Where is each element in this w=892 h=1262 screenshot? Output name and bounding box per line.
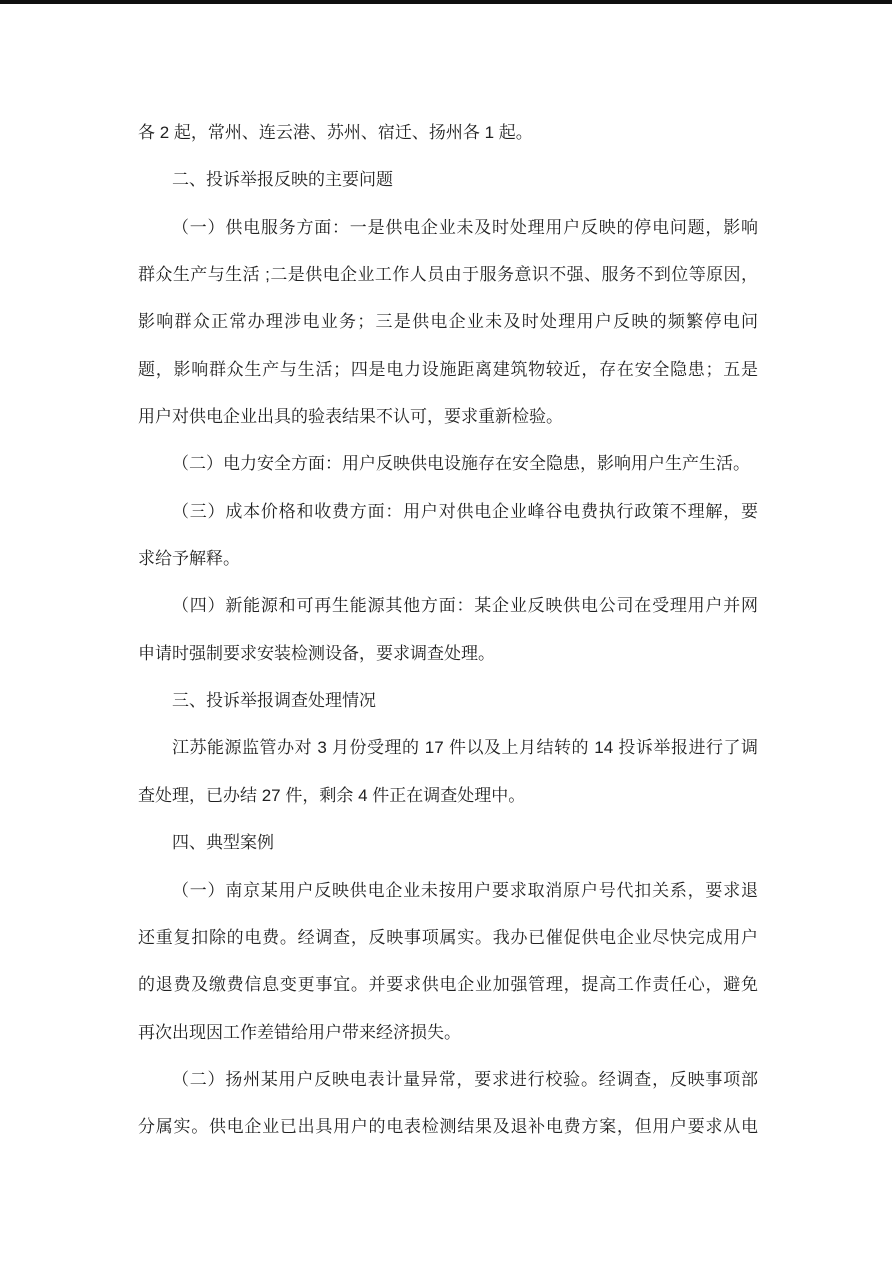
text-line: （二）电力安全方面：用户反映供电设施存在安全隐患，影响用户生产生活。 <box>172 454 750 474</box>
text-line: 群众生产与生活 ;二是供电企业工作人员由于服务意识不强、服务不到位等原因， <box>138 265 758 285</box>
text-line: 还重复扣除的电费。经调查，反映事项属实。我办已催促供电企业尽快完成用户 <box>138 927 758 947</box>
text-line: 查处理，已办结 27 件，剩余 4 件正在调查处理中。 <box>138 785 526 805</box>
section-heading: 三、投诉举报调查处理情况 <box>172 691 376 711</box>
text-line: （四）新能源和可再生能源其他方面：某企业反映供电公司在受理用户并网 <box>172 596 758 616</box>
text-line: （一）南京某用户反映供电企业未按用户要求取消原户号代扣关系，要求退 <box>172 880 758 900</box>
section-heading: 四、典型案例 <box>172 833 274 853</box>
document-page <box>138 109 758 1151</box>
text-line: 各 2 起，常州、连云港、苏州、宿迁、扬州各 1 起。 <box>138 123 533 142</box>
text-line: （一）供电服务方面：一是供电企业未及时处理用户反映的停电问题，影响 <box>172 217 758 237</box>
text-line: 的退费及缴费信息变更事宜。并要求供电企业加强管理，提高工作责任心，避免 <box>138 975 758 995</box>
text-line: 题，影响群众生产与生活；四是电力设施距离建筑物较近，存在安全隐患；五是 <box>138 359 758 379</box>
text-line: （三）成本价格和收费方面：用户对供电企业峰谷电费执行政策不理解，要 <box>172 501 758 521</box>
text-line: 申请时强制要求安装检测设备，要求调查处理。 <box>138 643 495 663</box>
text-line: 影响群众正常办理涉电业务；三是供电企业未及时处理用户反映的频繁停电问 <box>138 312 758 332</box>
text-line: （二）扬州某用户反映电表计量异常，要求进行校验。经调查，反映事项部 <box>172 1069 758 1089</box>
text-line: 求给予解释。 <box>138 549 240 569</box>
top-border-bar <box>0 0 892 4</box>
text-line: 分属实。供电企业已出具用户的电表检测结果及退补电费方案，但用户要求从电 <box>138 1117 758 1137</box>
text-line: 再次出现因工作差错给用户带来经济损失。 <box>138 1022 461 1042</box>
text-line: 江苏能源监管办对 3 月份受理的 17 件以及上月结转的 14 投诉举报进行了调 <box>172 738 758 758</box>
section-heading: 二、投诉举报反映的主要问题 <box>172 170 393 190</box>
text-line: 用户对供电企业出具的验表结果不认可，要求重新检验。 <box>138 407 563 427</box>
